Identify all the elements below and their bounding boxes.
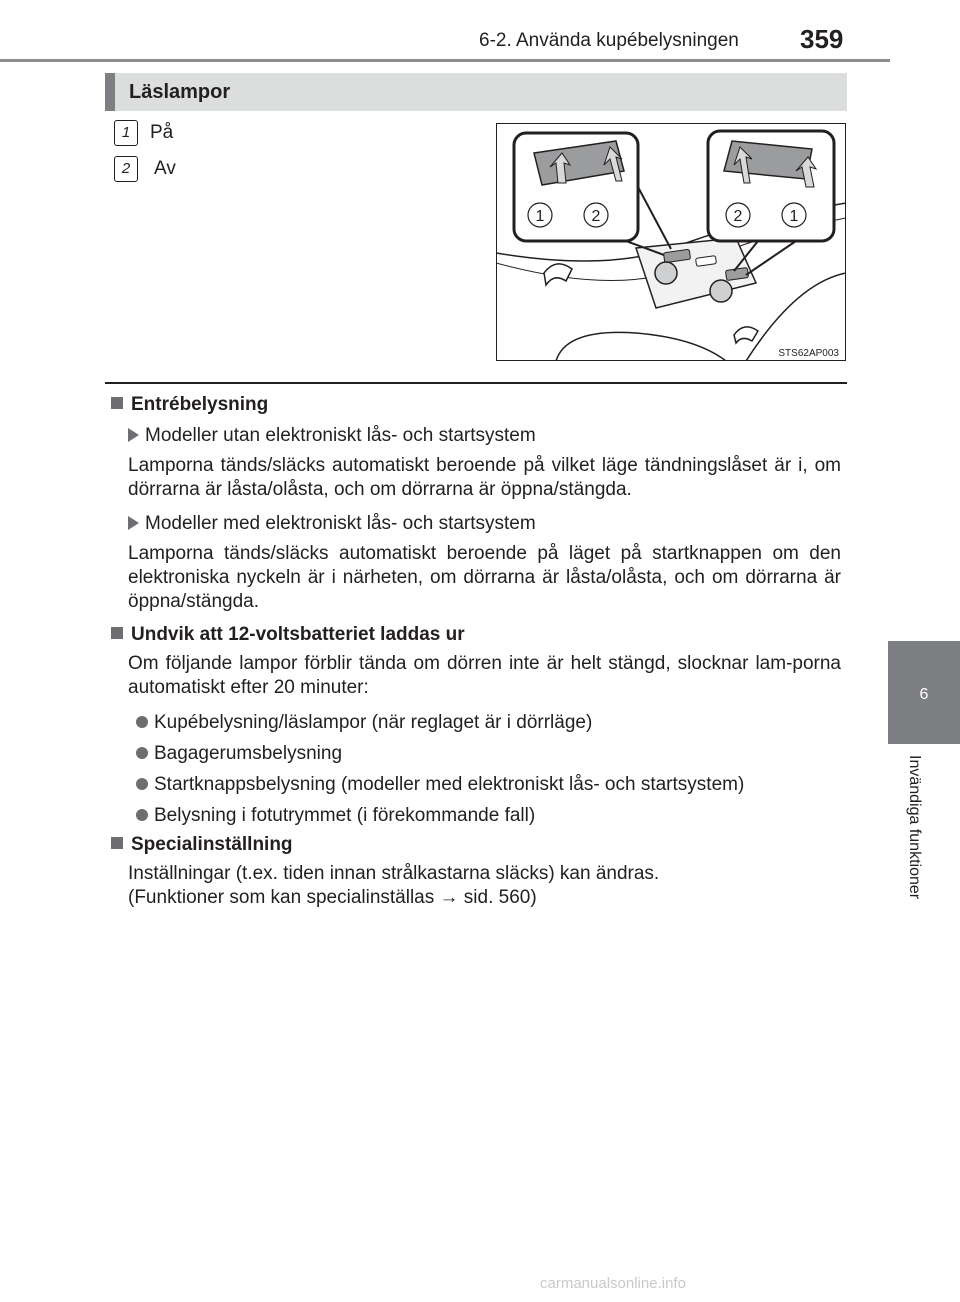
watermark: carmanualsonline.info — [540, 1275, 686, 1292]
square-bullet-icon — [111, 837, 123, 849]
reading-lamp-illustration — [496, 123, 846, 361]
circle-bullet-icon — [136, 716, 148, 728]
paragraph: Lamporna tänds/släcks automatiskt beroende på läget på startknappen om den elektroniska nyckeln är i närheten, om dörrarna är låsta/olåsta, och om dörrarna är öppna/stängda. — [128, 543, 841, 612]
header-rule — [0, 59, 890, 62]
paragraph: Lamporna tänds/släcks automatiskt beroende på vilket läge tändningslåset är i, om dörrarna är låsta/olåsta, och om dörrarna är öppna/stängda. — [128, 455, 841, 500]
callout-right-2: 2 — [733, 208, 743, 225]
heading-text: Entrébelysning — [131, 394, 269, 415]
subheading-text: Modeller utan elektroniskt lås- och startsystem — [145, 425, 536, 446]
section-title: Läslampor — [129, 81, 231, 103]
heading-customization — [111, 832, 841, 862]
illustration-code: STS62AP003 — [778, 348, 839, 359]
legend-label: Av — [154, 158, 176, 180]
list-item: Startknappsbelysning (modeller med elektroniskt lås- och startsystem) — [128, 770, 841, 801]
subheading-with-smart-key — [128, 510, 841, 542]
heading-text: Undvik att 12-voltsbatteriet laddas ur — [131, 624, 465, 645]
chapter-label: Invändiga funktioner — [906, 755, 923, 900]
page-number: 359 — [800, 24, 844, 54]
paragraph: Om följande lampor förblir tända om dörren inte är helt stängd, slocknar lam-porna automatiskt efter 20 minuter: — [128, 653, 841, 698]
subheading-text: Modeller med elektroniskt lås- och startsystem — [145, 513, 536, 534]
section-divider — [105, 382, 847, 384]
triangle-bullet-icon — [128, 428, 139, 442]
callout-left-1: 1 — [535, 208, 545, 225]
chapter-tab — [888, 641, 960, 744]
circle-bullet-icon — [136, 778, 148, 790]
list-item: Kupébelysning/läslampor (när reglaget är i dörrläge) — [128, 708, 841, 739]
subheading-without-smart-key — [128, 422, 841, 454]
list-item: Belysning i fotutrymmet (i förekommande fall) — [128, 801, 841, 832]
running-title: 6-2. Använda kupébelysningen — [479, 30, 739, 51]
legend-item-on — [114, 120, 173, 146]
callout-left-2: 2 — [591, 208, 601, 225]
square-bullet-icon — [111, 397, 123, 409]
legend-label: På — [150, 122, 174, 144]
circle-bullet-icon — [136, 747, 148, 759]
paragraph-link: (Funktioner som kan specialinställas → sid. 560) — [128, 887, 537, 908]
section-title-bar — [105, 73, 847, 111]
body-content — [111, 392, 841, 918]
paragraph: Inställningar (t.ex. tiden innan strålkastarna släcks) kan ändras. — [128, 863, 660, 884]
callout-right-1: 1 — [789, 208, 799, 225]
heading-text: Specialinställning — [131, 834, 293, 855]
legend-item-off — [114, 156, 176, 182]
heading-battery — [111, 622, 841, 652]
chapter-number: 6 — [919, 686, 929, 703]
triangle-bullet-icon — [128, 516, 139, 530]
square-bullet-icon — [111, 627, 123, 639]
heading-entry-lighting — [111, 392, 841, 422]
legend-number: 1 — [114, 120, 138, 146]
circle-bullet-icon — [136, 809, 148, 821]
list-item: Bagagerumsbelysning — [128, 739, 841, 770]
legend-number: 2 — [114, 156, 138, 182]
